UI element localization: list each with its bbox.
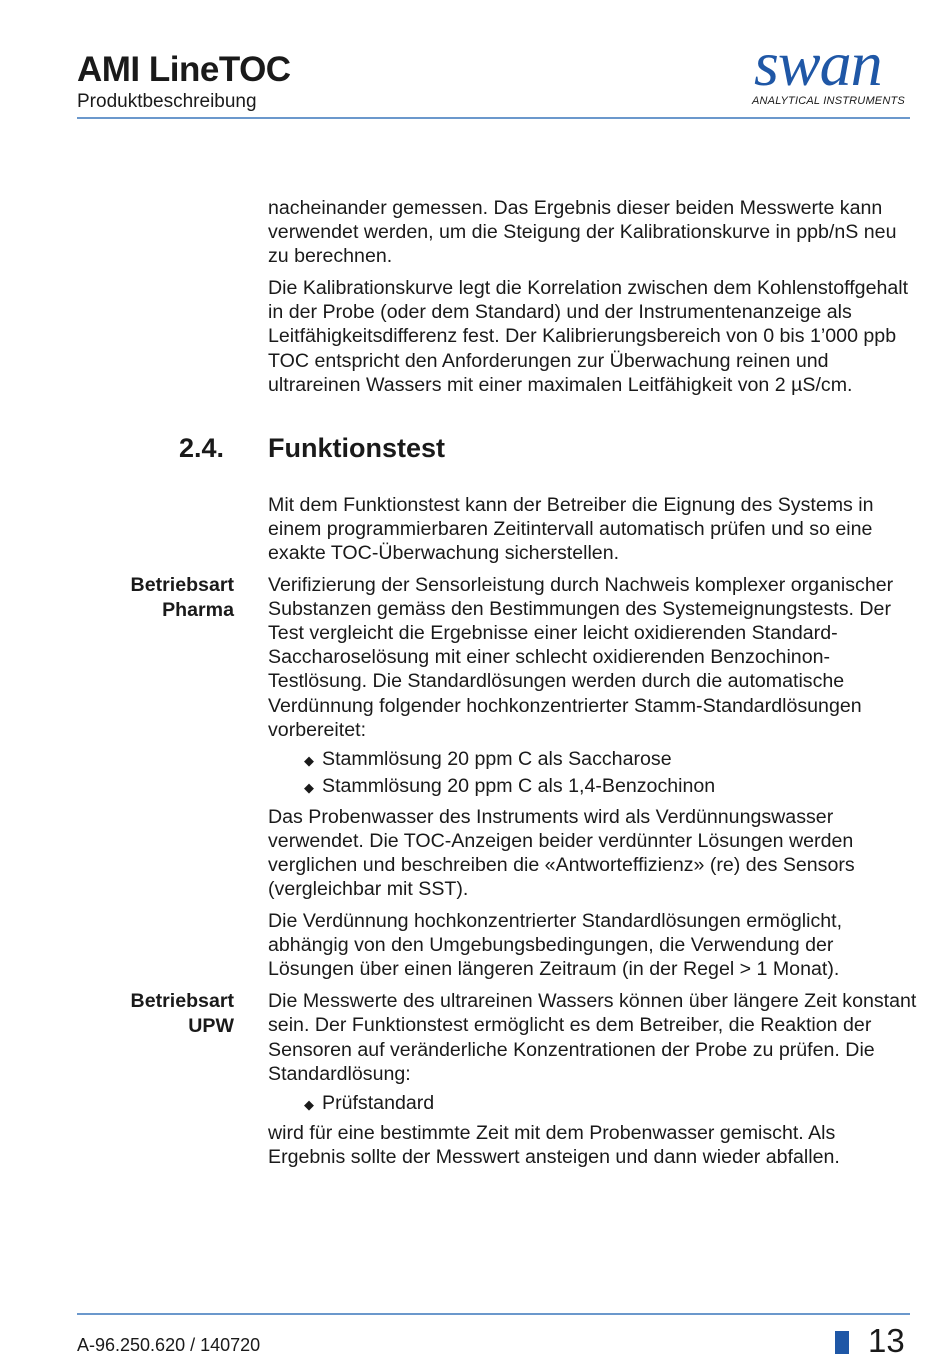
- page-marker: [835, 1331, 849, 1354]
- pharma-block: [130, 573, 918, 981]
- section-heading: [179, 432, 918, 470]
- intro-paragraph: Die Kalibrationskurve legt die Korrelation zwischen dem Kohlenstoffgehalt in der Probe (oder dem Standard) und der Instrumentenanzeige als Leitfähigkeitsdifferenz fest. Der Kalibrierungsbereich von 0 bis 1’000 ppb TOC entspricht den Anforderungen zur Überwachung reinen und ultrareinen Wassers mit einer maximalen Leitfähigkeit von 2 µS/cm.: [268, 277, 909, 396]
- pharma-bullet-list: [268, 746, 918, 801]
- pharma-label: [34, 573, 234, 622]
- list-item-text: Stammlösung 20 ppm C als Saccharose: [322, 747, 672, 770]
- pharma-paragraph: Das Probenwasser des Instruments wird als Verdünnungswasser verwendet. Die TOC-Anzeigen beider verdünnter Lösungen werden verglichen und beschreiben die «Antworteffizienz» (re) des Sensors (vergleichbar mit SST).: [268, 805, 855, 900]
- footer-divider: [77, 1313, 910, 1315]
- section-number: 2.4.: [179, 432, 225, 463]
- logo-tagline: ANALYTICAL INSTRUMENTS: [752, 95, 905, 107]
- header-divider: [77, 117, 910, 119]
- pharma-paragraph: Verifizierung der Sensorleistung durch Nachweis komplexer organischer Substanzen gemäss den Bestimmungen des Systemeignungstests. Der Test vergleicht die Ergebnisse einer leicht oxidierenden Standard-Saccharoselösung mit einer schlecht oxidierenden Benzochinon-Testlösung. Die Standardlösungen werden durch die automatische Verdünnung folgender hochkonzentrierter Stamm-Standardlösungen vorbereitet:: [268, 574, 894, 741]
- pharma-label-line1: Betriebsart: [130, 574, 234, 597]
- intro-paragraph: nacheinander gemessen. Das Ergebnis dieser beiden Messwerte kann verwendet werden, um die Steigung der Kalibrationskurve in ppb/nS neu zu berechnen.: [268, 197, 897, 268]
- logo-wordmark: swan: [754, 28, 882, 99]
- upw-label: [34, 989, 234, 1038]
- list-item: [268, 746, 918, 774]
- diamond-bullet-icon: ◆: [304, 780, 314, 796]
- swan-logo: [750, 28, 915, 114]
- upw-label-line2: UPW: [188, 1014, 234, 1037]
- list-item-text: Stammlösung 20 ppm C als 1,4-Benzochinon: [322, 775, 716, 798]
- section-intro: Mit dem Funktionstest kann der Betreiber die Eignung des Systems in einem programmierbaren Zeitintervall automatisch prüfen und so eine exakte TOC-Überwachung sicherstellen.: [268, 493, 874, 564]
- pharma-label-line2: Pharma: [162, 598, 234, 621]
- list-item: [268, 773, 918, 801]
- upw-paragraph: Die Messwerte des ultrareinen Wassers können über längere Zeit konstant sein. Der Funktionstest ermöglicht es dem Betreiber, die Reaktion der Sensoren auf veränderliche Konzentrationen der Probe zu prüfen. Die Standardlösung:: [268, 990, 917, 1085]
- upw-paragraph: wird für eine bestimmte Zeit mit dem Probenwasser gemischt. Als Ergebnis sollte der Messwert ansteigen und dann wieder abfallen.: [268, 1122, 840, 1169]
- document-title: AMI LineTOC: [77, 50, 291, 89]
- diamond-bullet-icon: ◆: [304, 752, 314, 768]
- upw-bullet-list: [268, 1090, 918, 1118]
- list-item-text: Prüfstandard: [322, 1091, 435, 1114]
- list-item: [268, 1090, 918, 1118]
- page-number: 13: [868, 1322, 905, 1359]
- document-number: A-96.250.620 / 140720: [77, 1335, 261, 1355]
- pharma-paragraph: Die Verdünnung hochkonzentrierter Standardlösungen ermöglicht, abhängig von den Umgebungsbedingungen, die Verwendung der Lösungen über einen längeren Zeitraum (in der Regel > 1 Monat).: [268, 910, 843, 981]
- page-body: [130, 196, 918, 1177]
- diamond-bullet-icon: ◆: [304, 1096, 314, 1112]
- upw-block: [130, 989, 918, 1169]
- section-title: Funktionstest: [268, 432, 446, 463]
- upw-label-line1: Betriebsart: [130, 990, 234, 1013]
- document-subtitle: Produktbeschreibung: [77, 91, 257, 112]
